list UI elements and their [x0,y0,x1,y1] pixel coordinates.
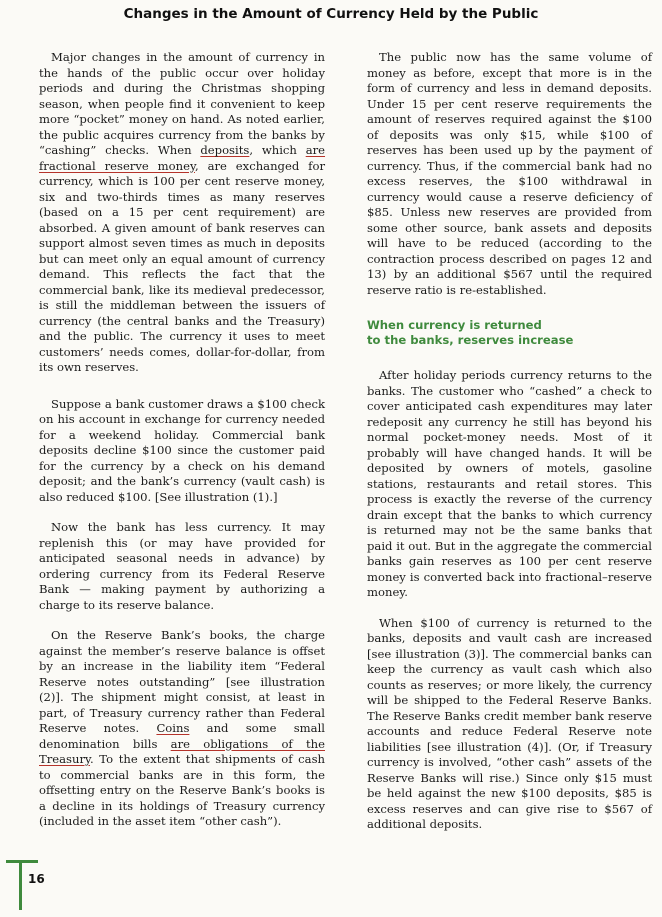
page-title: Changes in the Amount of Currency Held by the Public [123,6,539,22]
paragraph-returned-currency-example: When $100 of currency is returned to the banks, deposits and vault cash are increased [see illustration (3)]. The commercial banks can keep the currency as vault cash which also counts as reserves; or more likely, the currency will be shipped to the Federal Reserve Banks. The Reserve Banks credit member bank reserve accounts and reduce Federal Reserve note liabilities [see illustration (4)]. (Or, if Treasury currency is involved, “other cash” assets of the Reserve Banks will rise.) Since only $15 must be held against the new $100 deposits, $85 is excess reserves and can give rise to $567 of additional deposits. [367,615,652,831]
underlined-treasury-obligations: are obligations of the Treasury [39,736,325,766]
text-run: and some small denomination bills [39,721,325,751]
page-number: 16 [28,872,45,886]
paragraph-replenish-currency: Now the bank has less currency. It may replenish this (or may have provided for anticipated seasonal needs in advance) by ordering currency from its Federal Reserve Bank — making payment by authorizing a charge to its reserve balance. [39,520,325,612]
paragraph-check-example: Suppose a bank customer draws a $100 check on his account in exchange for currency needed for a weekend holiday. Commercial bank deposits decline $100 since the customer paid for the currency by a check on his demand deposit; and the bank’s currency (vault cash) is also reduced $100. [See illustration (1).] [39,396,325,504]
underlined-deposits: deposits [200,143,250,157]
text-run: . To the extent that shipments of cash to commercial banks are in this form, the offsetting entry on the Reserve Bank’s books is a decline in its holdings of Treasury currency (included in the asset item “other cash”). [39,752,325,828]
right-column [367,50,652,848]
text-run: On the Reserve Bank’s books, the charge against the member’s reserve balance is offset by an increase in the liability item “Federal Reserve notes outstanding” [see illustration (2)]. The shipment might consist, at least in part, of Treasury currency rather than Federal Reserve notes. [39,628,325,735]
section-heading-line-1: When currency is returned [367,318,542,332]
paragraph-public-money-volume: The public now has the same volume of money as before, except that more is in the form of currency and less in demand deposits. Under 15 per cent reserve requirements the amount of reserves required against the $100 of deposits was only $15, while $100 of reserves has been used up by the payment of currency. Thus, if the commercial bank had no excess reserves, the $100 withdrawal in currency would cause a reserve deficiency of $85. Unless new reserves are provided from some other source, bank assets and deposits will have to be reduced (according to the contraction process described on pages 12 and 13) by an additional $567 until the required reserve ratio is re-established. [367,50,652,297]
paragraph-reserve-bank-books [39,628,325,830]
paragraph-currency-returns: After holiday periods currency returns to the banks. The customer who “cashed” a check to cover anticipated cash expenditures may later redeposit any currency he still has beyond his normal pocket-money needs. Most of it probably will have changed hands. It will be deposited by owners of motels, gasoline stations, restaurants and retail stores. This process is exactly the reverse of the currency drain except that the banks to which currency is returned may not be the same banks that paid it out. But in the aggregate the commercial banks gain reserves as 100 per cent reserve money is converted back into fractional–reserve money. [367,368,652,599]
text-run: , are exchanged for currency, which is 100 per cent reserve money, six and two-thirds times as many reserves (based on a 15 per cent requirement) are absorbed. A given amount of bank reserves can support almost seven times as much in deposits but can meet only an equal amount of currency demand. This reflects the fact that the commercial bank, like its medieval predecessor, is still the middleman between the issuers of currency (the central banks and the Treasury) and the public. The currency it uses to meet customers’ needs comes, dollar-for-dollar, from its own reserves. [39,158,325,374]
text-run: Major changes in the amount of currency in the hands of the public occur over holiday periods and during the Christmas shopping season, when people find it convenient to keep more “pocket” money on hand. As noted earlier, the public acquires currency from the banks by “cashing” checks. When [39,50,325,157]
underlined-coins: Coins [156,721,190,735]
paragraph-holiday-currency [39,50,325,376]
section-heading [367,318,652,348]
underlined-fractional-reserve-money: are fractional reserve money [39,143,326,173]
text-run: , which [249,143,306,157]
left-column [39,50,325,845]
section-heading-line-2: to the banks, reserves increase [367,333,574,347]
footer-rule-horizontal [6,860,38,863]
footer-rule-vertical [19,862,22,910]
